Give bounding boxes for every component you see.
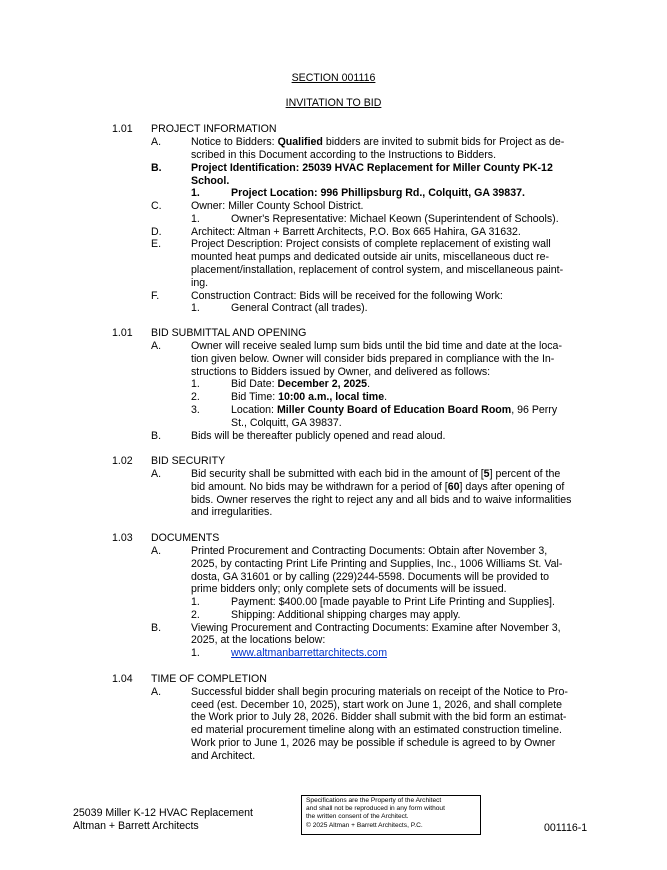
subparagraph-text: Owner's Representative: Michael Keown (Superintendent of Schools). xyxy=(231,213,559,225)
document-title: INVITATION TO BID xyxy=(285,97,382,109)
paragraph-text: mounted heat pumps and dedicated outside air units, miscellaneous duct re- xyxy=(191,251,550,263)
paragraph-text: structions to Bidders issued by Owner, and delivered as follows: xyxy=(191,366,491,378)
subparagraph-label: 3. xyxy=(191,404,200,416)
paragraph-text: 2025, at the locations below: xyxy=(191,634,326,646)
paragraph-text: Viewing Procurement and Contracting Documents: Examine after November 3, xyxy=(191,622,561,634)
article-number: 1.01 xyxy=(112,327,133,339)
paragraph-text: Project Identification: 25039 HVAC Replacement for Miller County PK-12 xyxy=(191,162,553,174)
section-number: SECTION 001116 xyxy=(291,72,376,84)
bid-time: Bid Time: 10:00 a.m., local time. xyxy=(231,391,388,403)
paragraph-label: A. xyxy=(151,468,162,480)
paragraph-text: Notice to Bidders: Qualified bidders are invited to submit bids for Project as de- xyxy=(191,136,565,148)
copyright-line: the written consent of the Architect. xyxy=(306,813,409,821)
paragraph-label: B. xyxy=(151,162,162,174)
subparagraph-label: 1. xyxy=(191,213,200,225)
copyright-line: Specifications are the Property of the Architect xyxy=(306,797,442,804)
page-number: 001116-1 xyxy=(544,822,588,834)
paragraph-text: the Work prior to July 28, 2026. Bidder shall submit with the bid form an estimat- xyxy=(191,711,567,723)
subparagraph-text: Payment: $400.00 [made payable to Print Life Printing and Supplies]. xyxy=(231,596,555,608)
paragraph-label: B. xyxy=(151,622,162,634)
subparagraph-label: 2. xyxy=(191,391,200,403)
article-title: PROJECT INFORMATION xyxy=(151,123,277,135)
paragraph-label: F. xyxy=(151,290,160,302)
paragraph-text: Project Description: Project consists of complete replacement of existing wall xyxy=(191,238,551,250)
subparagraph-label: 2. xyxy=(191,609,200,621)
paragraph-text: ed material procurement timeline along with an estimated construction timeline. xyxy=(191,724,562,736)
paragraph-label: B. xyxy=(151,430,162,442)
paragraph-text: Owner: Miller County School District. xyxy=(191,200,364,212)
article-number: 1.04 xyxy=(112,673,133,685)
paragraph-text: bids. Owner reserves the right to reject any and all bids and to waive informalities xyxy=(191,494,572,506)
paragraph-text: tion given below. Owner will consider bids prepared in compliance with the In- xyxy=(191,353,555,365)
paragraph-text: prime bidders only; only complete sets of documents will be issued. xyxy=(191,583,507,595)
footer-firm-name: Altman + Barrett Architects xyxy=(73,820,199,832)
paragraph-label: E. xyxy=(151,238,162,250)
bid-date: Bid Date: December 2, 2025. xyxy=(231,378,371,390)
paragraph-text: placement/installation, replacement of control system, and miscellaneous paint- xyxy=(191,264,564,276)
bid-location-line2: St., Colquitt, GA 39837. xyxy=(231,417,342,429)
paragraph-label: A. xyxy=(151,545,162,557)
paragraph-text: ceed (est. December 10, 2025), start work on June 1, 2026, and shall complete xyxy=(191,699,562,711)
paragraph-text: Bids will be thereafter publicly opened and read aloud. xyxy=(191,430,446,442)
paragraph-label: A. xyxy=(151,136,162,148)
subparagraph-label: 1. xyxy=(191,187,200,199)
paragraph-label: C. xyxy=(151,200,162,212)
paragraph-text: Owner will receive sealed lump sum bids until the bid time and date at the loca- xyxy=(191,340,562,352)
subparagraph-label: 1. xyxy=(191,302,200,314)
paragraph-text: Successful bidder shall begin procuring materials on receipt of the Notice to Pro- xyxy=(191,686,568,698)
copyright-line: and shall not be reproduced in any form without xyxy=(306,805,445,813)
subparagraph-label: 1. xyxy=(191,378,200,390)
paragraph-text: Work prior to June 1, 2026 may be possible if schedule is agreed to by Owner xyxy=(191,737,556,749)
paragraph-text: dosta, GA 31601 or by calling (229)244-5598. Documents will be provided to xyxy=(191,571,550,583)
subparagraph-text: Project Location: 996 Phillipsburg Rd., Colquitt, GA 39837. xyxy=(231,187,525,199)
architect-website-link[interactable]: www.altmanbarrettarchitects.com xyxy=(231,647,388,659)
article-number: 1.01 xyxy=(112,123,133,135)
paragraph-text: Architect: Altman + Barrett Architects, P.O. Box 665 Hahira, GA 31632. xyxy=(191,226,521,238)
subparagraph-text: General Contract (all trades). xyxy=(231,302,368,314)
paragraph-text: Printed Procurement and Contracting Documents: Obtain after November 3, xyxy=(191,545,548,557)
article-title: BID SECURITY xyxy=(151,455,226,467)
paragraph-label: A. xyxy=(151,686,162,698)
paragraph-text: Construction Contract: Bids will be received for the following Work: xyxy=(191,290,503,302)
paragraph-label: A. xyxy=(151,340,162,352)
copyright-line: © 2025 Altman + Barrett Architects, P.C. xyxy=(306,821,423,829)
paragraph-label: D. xyxy=(151,226,162,238)
paragraph-text: and irregularities. xyxy=(191,506,273,518)
subparagraph-label: 1. xyxy=(191,596,200,608)
article-number: 1.03 xyxy=(112,532,133,544)
paragraph-text: Bid security shall be submitted with each bid in the amount of [5] percent of the xyxy=(191,468,561,480)
subparagraph-text xyxy=(231,647,593,660)
paragraph-text: and Architect. xyxy=(191,750,256,762)
paragraph-text: 2025, by contacting Print Life Printing and Supplies, Inc., 1006 Williams St. Val- xyxy=(191,558,563,570)
paragraph-text: ing. xyxy=(191,277,209,289)
paragraph-text: bid amount. No bids may be withdrawn for a period of [60] days after opening of xyxy=(191,481,565,493)
article-title: TIME OF COMPLETION xyxy=(151,673,267,685)
subparagraph-label: 1. xyxy=(191,647,200,659)
article-title: DOCUMENTS xyxy=(151,532,220,544)
subparagraph-text: Shipping: Additional shipping charges may apply. xyxy=(231,609,461,621)
article-title: BID SUBMITTAL AND OPENING xyxy=(151,327,307,339)
bid-location: Location: Miller County Board of Education Board Room, 96 Perry xyxy=(231,404,558,416)
paragraph-text: scribed in this Document according to the Instructions to Bidders. xyxy=(191,149,497,161)
paragraph-text: School. xyxy=(191,175,230,187)
copyright-notice-box xyxy=(301,795,481,835)
footer-project-name: 25039 Miller K-12 HVAC Replacement xyxy=(73,807,253,819)
article-number: 1.02 xyxy=(112,455,133,467)
